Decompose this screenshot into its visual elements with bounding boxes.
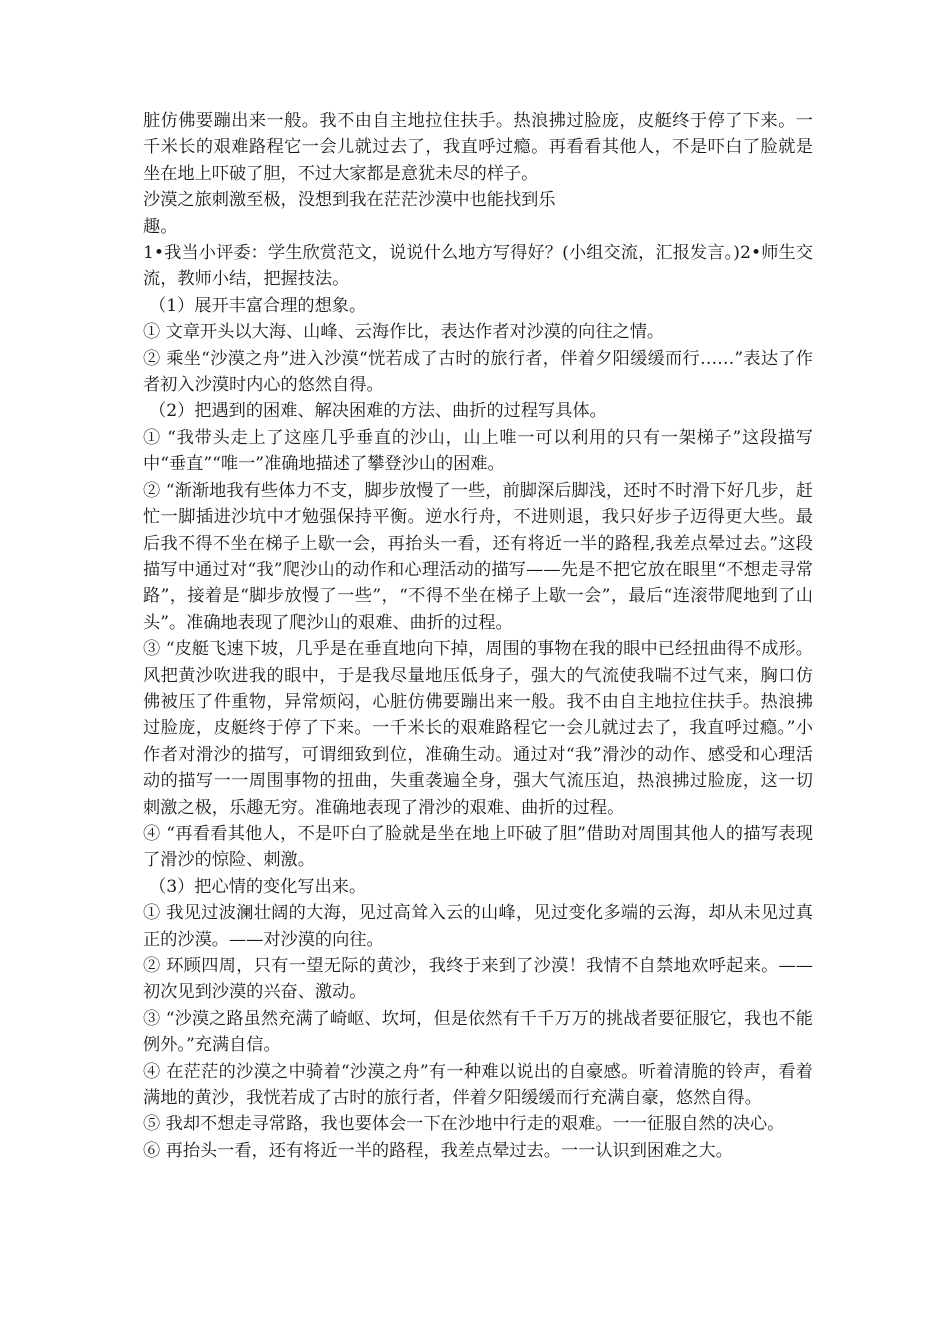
section-heading-mood-changes: （3）把心情的变化写出来。 xyxy=(149,876,367,897)
list-item: ④ 在茫茫的沙漠之中骑着“沙漠之舟”有一种难以说出的自豪感。听着清脆的铃声，看着满地的黄沙，我恍若成了古时的旅行者，伴着夕阳缓缓而行充满自豪，悠然自得。 xyxy=(143,1061,813,1109)
document-page xyxy=(143,108,813,1164)
list-item: ② 乘坐“沙漠之舟”进入沙漠“恍若成了古时的旅行者，伴着夕阳缓缓而行……”表达了作者初入沙漠时内心的悠然自得。 xyxy=(143,348,813,396)
list-item: ③ “皮艇飞速下坡，几乎是在垂直地向下掉，周围的事物在我的眼中已经扭曲得不成形。风把黄沙吹进我的眼中，于是我尽量地压低身子，强大的气流使我喘不过气来，胸口仿佛被压了件重物，异常烦闷，心脏仿佛要蹦出来一般。我不由自主地拉住扶手。热浪拂过脸庞，皮艇终于停了下来。一千米长的艰难路程它一会儿就过去了，我直呼过瘾。”小作者对滑沙的描写，可谓细致到位，准确生动。通过对“我”滑沙的动作、感受和心理活动的描写一一周围事物的扭曲，失重袭遍全身，强大气流压迫，热浪拂过脸庞，这一切刺激之极，乐趣无穷。准确地表现了滑沙的艰难、曲折的过程。 xyxy=(143,639,813,818)
paragraph-activity: 1•我当小评委：学生欣赏范文，说说什么地方写得好？(小组交流，汇报发言。)2•师生交流，教师小结，把握技法。 xyxy=(143,243,813,290)
list-item: ③ “沙漠之路虽然充满了崎岖、坎坷，但是依然有千千万万的挑战者要征服它，我也不能例外。”充满自信。 xyxy=(143,1008,813,1056)
list-item: ② “渐渐地我有些体力不支，脚步放慢了一些，前脚深后脚浅，还时不时滑下好几步，赶忙一脚插进沙坑中才勉强保持平衡。逆水行舟，不进则退，我只好步子迈得更大些。最后我不得不坐在梯子上歇一会，再抬头一看，还有将近一半的路程,我差点晕过去。”这段描写中通过对“我”爬沙山的动作和心理活动的描写——先是不把它放在眼里“不想走寻常路”，接着是“脚步放慢了一些”，“不得不坐在梯子上歇一会”，最后“连滚带爬地到了山头”。准确地表现了爬沙山的艰难、曲折的过程。 xyxy=(143,480,813,633)
list-item: ④ “再看看其他人，不是吓白了脸就是坐在地上吓破了胆”借助对周围其他人的描写表现了滑沙的惊险、刺激。 xyxy=(143,823,813,871)
section-heading-imagination: （1）展开丰富合理的想象。 xyxy=(149,295,367,316)
list-item: ⑤ 我却不想走寻常路，我也要体会一下在沙地中行走的艰难。一一征服自然的决心。 xyxy=(143,1114,785,1135)
section-heading-difficulties: （2）把遇到的困难、解决困难的方法、曲折的过程写具体。 xyxy=(149,401,607,422)
list-item: ① “我带头走上了这座几乎垂直的沙山，山上唯一可以利用的只有一架梯子”这段描写中“垂直”“唯一”准确地描述了攀登沙山的困难。 xyxy=(143,427,813,475)
paragraph-conclusion: 沙漠之旅刺激至极，没想到我在茫茫沙漠中也能找到乐 xyxy=(143,190,556,211)
list-item: ② 环顾四周，只有一望无际的黄沙，我终于来到了沙漠！我情不自禁地欢呼起来。——初次见到沙漠的兴奋、激动。 xyxy=(143,956,813,1003)
paragraph-conclusion-tail: 趣。 xyxy=(143,216,178,237)
list-item: ① 文章开头以大海、山峰、云海作比，表达作者对沙漠的向往之情。 xyxy=(143,322,665,343)
list-item: ① 我见过波澜壮阔的大海，见过高耸入云的山峰，见过变化多端的云海，却从未见过真正的沙漠。——对沙漠的向往。 xyxy=(143,903,813,950)
paragraph-story-ending: 脏仿佛要蹦出来一般。我不由自主地拉住扶手。热浪拂过脸庞，皮艇终于停了下来。一千米长的艰难路程它一会儿就过去了，我直呼过瘾。再看看其他人，不是吓白了脸就是坐在地上吓破了胆，不过大家都是意犹未尽的样子。 xyxy=(143,111,813,184)
list-item: ⑥ 再抬头一看，还有将近一半的路程，我差点晕过去。一一认识到困难之大。 xyxy=(143,1140,733,1161)
